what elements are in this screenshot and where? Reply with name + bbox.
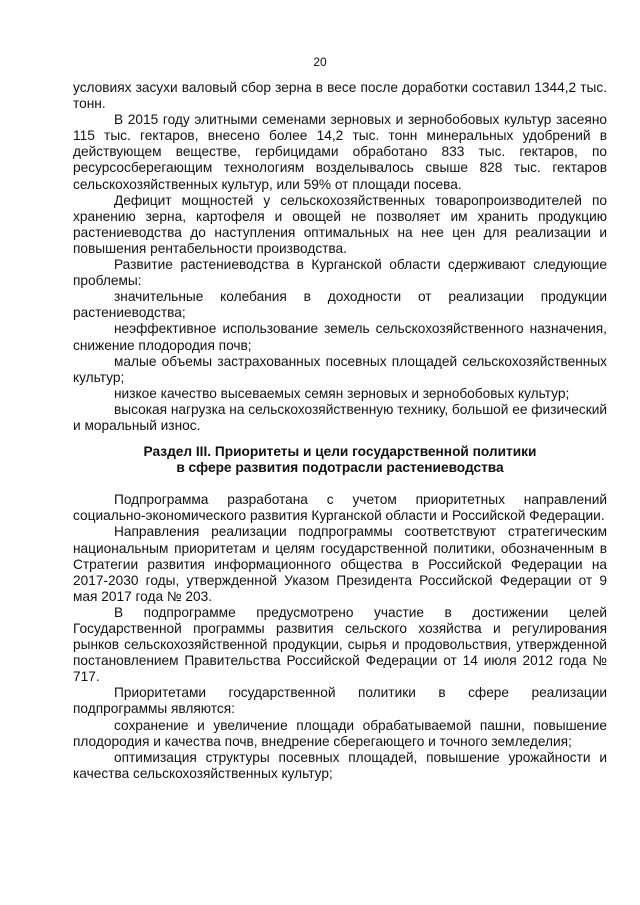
section-heading-line: Раздел III. Приоритеты и цели государственной политики: [143, 444, 537, 460]
list-item: высокая нагрузка на сельскохозяйственную технику, большой ее физический и моральный износ.: [73, 401, 607, 433]
paragraph: Подпрограмма разработана с учетом приоритетных направлений социально-экономического развития Курганской области и Российской Федерации.: [73, 492, 607, 524]
section-heading: [73, 444, 607, 476]
paragraph: В подпрограмме предусмотрено участие в достижении целей Государственной программы развития сельского хозяйства и регулирования рынков сельскохозяйственной продукции, сырья и продовольствия, утвержденной постановлением Правительства Российской Федерации от 14 июля 2012 года № 717.: [73, 604, 607, 685]
list-item: оптимизация структуры посевных площадей, повышение урожайности и качества сельскохозяйственных культур;: [73, 749, 607, 781]
list-item: сохранение и увеличение площади обрабатываемой пашни, повышение плодородия и качества почв, внедрение сберегающего и точного земледелия;: [73, 717, 607, 749]
list-item: значительные колебания в доходности от реализации продукции растениеводства;: [73, 289, 607, 321]
paragraph: Развитие растениеводства в Курганской области сдерживают следующие проблемы:: [73, 257, 607, 289]
document-body: [73, 80, 607, 782]
paragraph: Направления реализации подпрограммы соответствуют стратегическим национальным приоритетам и целям государственной политики, обозначенным в Стратегии развития информационного общества в Российской Федерации на 2017-2030 годы, утвержденной Указом Президента Российской Федерации от 9 мая 2017 года № 203.: [73, 524, 607, 604]
paragraph: В 2015 году элитными семенами зерновых и зернобобовых культур засеяно 115 тыс. гектаров, внесено более 14,2 тыс. тонн минеральных удобрений в действующем веществе, гербицидами обработано 833 тыс. гектаров, по ресурсосберегающим технологиям возделывалось свыше 828 тыс. гектаров сельскохозяйственных культур, или 59% от площади посева.: [73, 112, 607, 192]
list-item: неэффективное использование земель сельскохозяйственного назначения, снижение плодородия почв;: [73, 321, 607, 353]
list-item: малые объемы застрахованных посевных площадей сельскохозяйственных культур;: [73, 353, 607, 385]
section-heading-line: в сфере развития подотрасли растениеводства: [176, 460, 504, 476]
page-number: 20: [313, 55, 327, 69]
paragraph: условиях засухи валовый сбор зерна в весе после доработки составил 1344,2 тыс. тонн.: [73, 80, 607, 112]
paragraph: Приоритетами государственной политики в сфере реализации подпрограммы являются:: [73, 685, 607, 717]
paragraph: Дефицит мощностей у сельскохозяйственных товаропроизводителей по хранению зерна, картофеля и овощей не позволяет им хранить продукцию растениеводства до наступления оптимальных на нее цен для реализации и повышения рентабельности производства.: [73, 192, 607, 256]
list-item: низкое качество высеваемых семян зерновых и зернобобовых культур;: [114, 385, 570, 401]
